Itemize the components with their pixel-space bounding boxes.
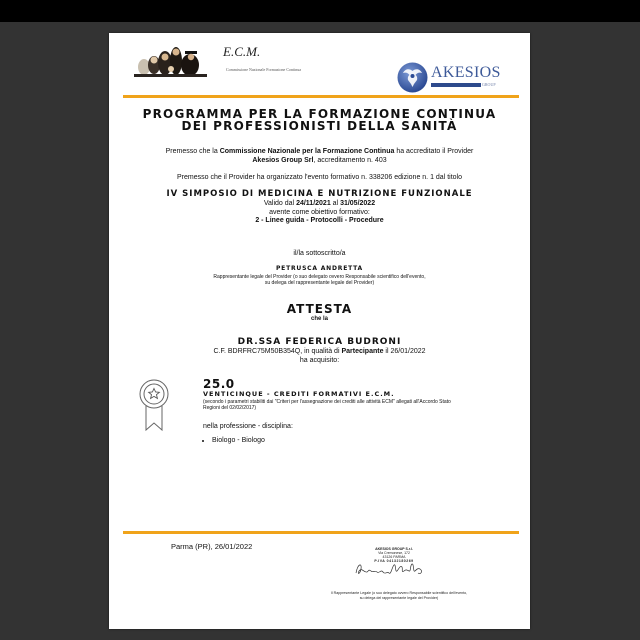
- event-validity: Valido dal 24/11/2021 al 31/05/2022: [263, 200, 376, 207]
- valid-to: 31/05/2022: [340, 200, 376, 207]
- credits-note-line2: Regioni del 02/02/2017): [203, 405, 257, 411]
- accent-divider-top: [123, 95, 519, 98]
- stamp-vat: P.IVA 04132180269: [374, 559, 414, 563]
- signature-caption: Il Rappresentante Legale (o suo delegato ovvero Responsabile scientifico dell'evento, su delega del rappresentante legale del Provider): [330, 591, 468, 600]
- signer-role-line1: Rappresentante legale del Provider (o suo delegato ovvero Responsabile scientifico dell'evento,: [213, 274, 426, 280]
- signature-image: [354, 559, 426, 581]
- credits-label: VENTICINQUE - CREDITI FORMATIVI E.C.M.: [203, 390, 395, 398]
- award-badge-icon: [139, 374, 169, 444]
- valid-from: 24/11/2021: [296, 200, 331, 207]
- profession-item: • Biologo - Biologo: [212, 436, 265, 445]
- stamp-city: 43126 PARMA: [382, 555, 406, 559]
- program-title-line2: DEI PROFESSIONISTI DELLA SANITÀ: [181, 119, 458, 133]
- viewer-top-bar: [0, 0, 640, 22]
- objective-value: 2 - Linee guida - Protocolli - Procedure: [255, 217, 384, 224]
- provider-name: Akesios Group Srl: [252, 157, 314, 164]
- ecm-painting-logo: [134, 43, 207, 77]
- akesios-logo-bar: [431, 83, 481, 87]
- program-title-line1: PROGRAMMA PER LA FORMAZIONE CONTINUA: [142, 107, 497, 121]
- signer-role-line2: su delega del rappresentante legale del Provider): [264, 280, 375, 286]
- premise-event: Premesso che il Provider ha organizzato l'evento formativo n. 338206 edizione n. 1 dal titolo: [176, 174, 462, 181]
- premise-commission: Premesso che la Commissione Nazionale per la Formazione Continua ha accreditato il Provider: [165, 148, 474, 155]
- akesios-emblem-icon: [397, 62, 428, 93]
- event-title: IV SIMPOSIO DI MEDICINA E NUTRIZIONE FUNZIONALE: [166, 189, 473, 199]
- place-date: Parma (PR), 26/01/2022: [171, 542, 253, 551]
- profession-list: [203, 436, 265, 445]
- commission-name: Commissione Nazionale per la Formazione Continua: [219, 148, 395, 155]
- certificate-page: [109, 33, 530, 629]
- premise-provider: Akesios Group Srl, accreditamento n. 403: [252, 157, 387, 164]
- stamp-address: Via Cremonese, 172: [378, 551, 410, 555]
- signer-intro: il/la sottoscritto/a: [293, 250, 346, 257]
- credits-note-line1: (secondo i parametri stabiliti dai "Criteri per l'assegnazione dei crediti alle attività ECM" allegati all'Accordo Stato: [203, 399, 451, 405]
- attestation-sub: che la: [310, 316, 328, 322]
- objective-label: avente come obiettivo formativo:: [269, 209, 370, 216]
- participant-role: Partecipante: [341, 348, 384, 355]
- participant-details: C.F. BDRFRC75M50B354Q, in qualità di Partecipante il 26/01/2022: [213, 348, 426, 355]
- ecm-subtitle: Commissione Nazionale Formazione Continua: [226, 67, 301, 72]
- accent-divider-bottom: [123, 531, 519, 534]
- acquired-label: ha acquisito:: [299, 357, 340, 364]
- akesios-logo-text: AKESIOS: [431, 64, 501, 81]
- attestation-heading: ATTESTA: [286, 302, 353, 316]
- profession-label: nella professione - disciplina:: [203, 423, 293, 430]
- credits-value: 25.0: [203, 377, 235, 391]
- participant-name: DR.SSA FEDERICA BUDRONI: [237, 337, 402, 347]
- signer-name: PETRUSCA ANDRETTA: [275, 265, 363, 272]
- ecm-title: E.C.M.: [223, 44, 261, 59]
- akesios-logo-group: GROUP: [482, 82, 496, 87]
- stamp-company: AKESIOS GROUP S.r.l.: [375, 547, 413, 551]
